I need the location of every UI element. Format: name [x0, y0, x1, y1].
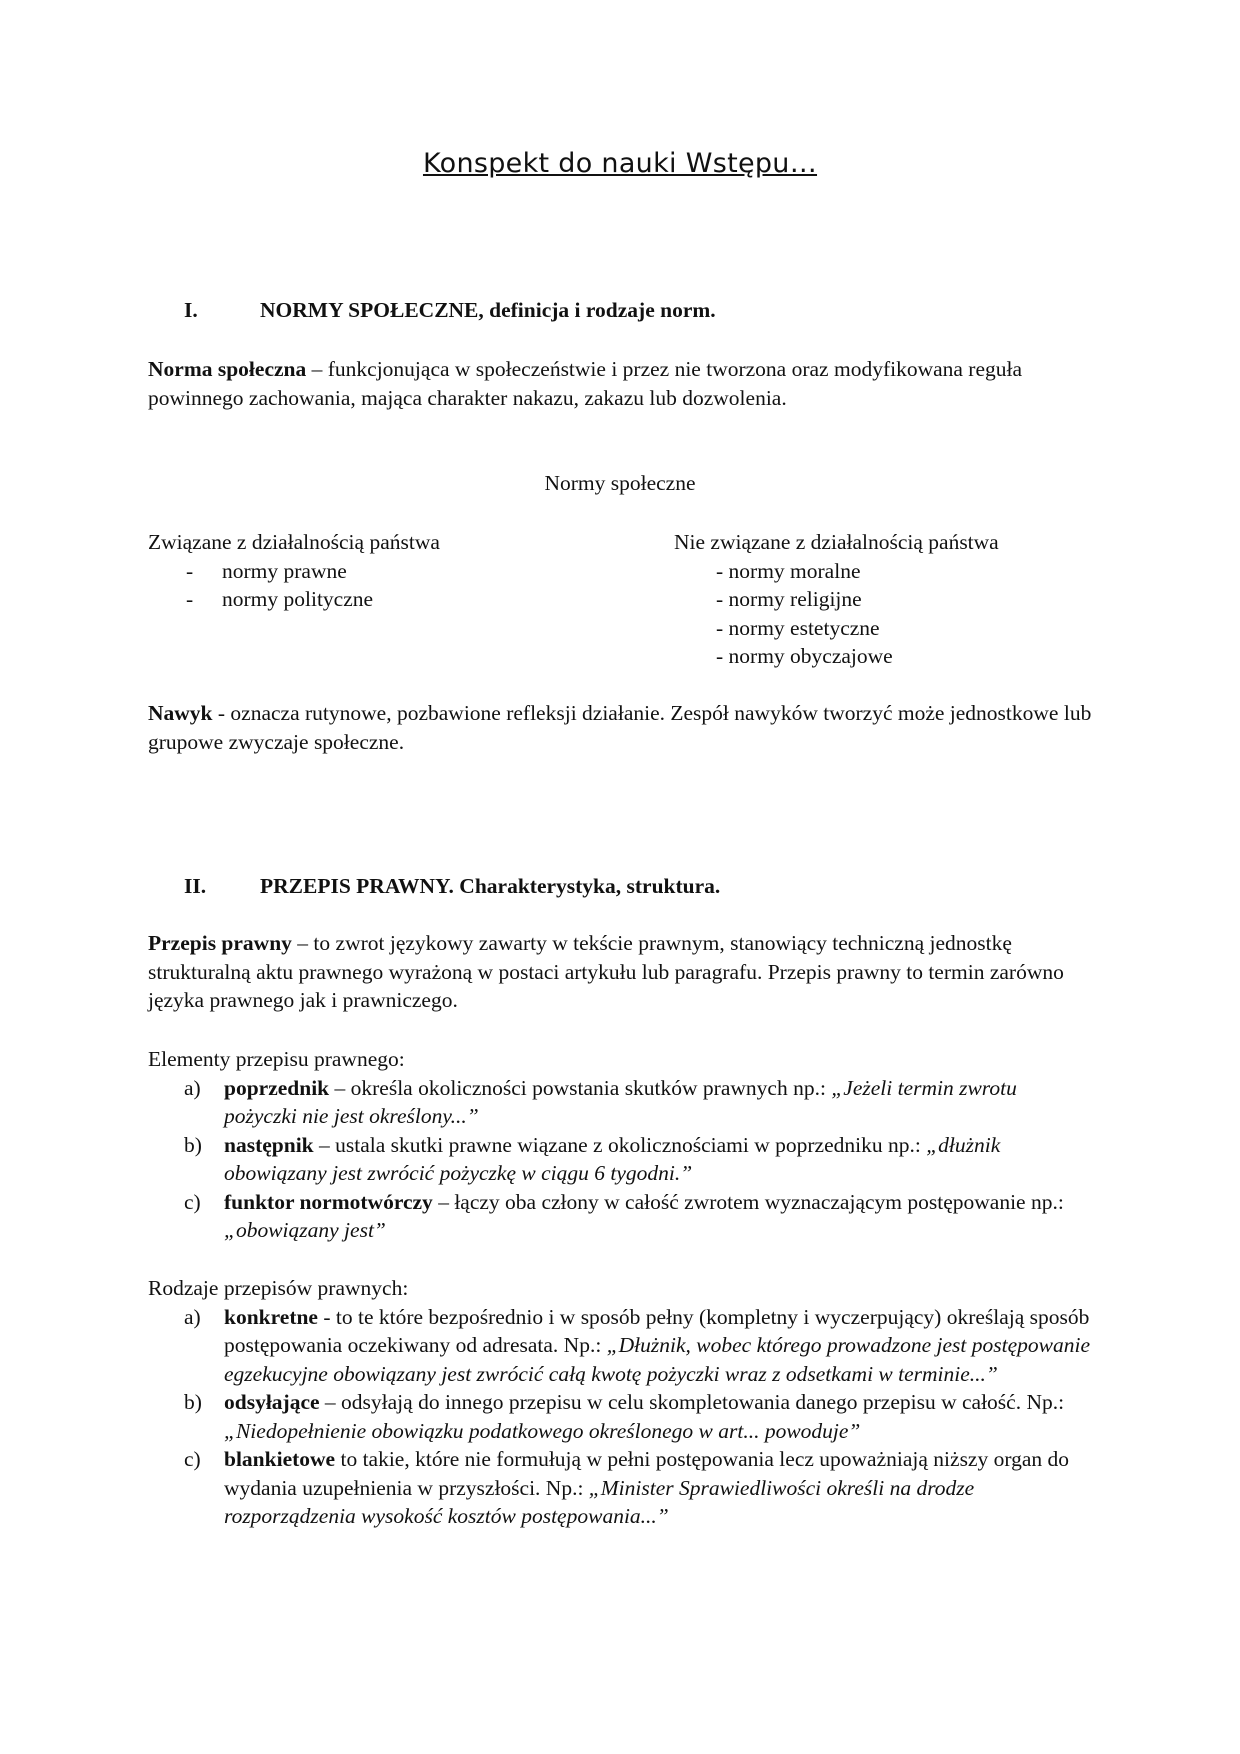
list-item: - normy moralne [716, 558, 861, 583]
przepis-text: – to zwrot językowy zawarty w tekście prawnym, stanowiący techniczną jednostkę strukturalną aktu prawnego wyrażoną w postaci artykułu lub paragrafu. Przepis prawny to termin zarówno języka prawnego jak i prawniczego. [148, 931, 1064, 1012]
types-list [148, 1274, 1093, 1531]
list-item: c) funktor normotwórczy – łączy oba człony w całość zwrotem wyznaczającym postępowanie np.: „obowiązany jest” [184, 1189, 1064, 1242]
norma-definition [148, 355, 1093, 412]
norma-text: – funkcjonująca w społeczeństwie i przez nie tworzona oraz modyfikowana reguła powinnego zachowania, mająca charakter nakazu, zakazu lub dozwolenia. [148, 357, 1023, 410]
section-1-heading [184, 298, 716, 323]
list-item: b) następnik – ustala skutki prawne wiązane z okolicznościami w poprzedniku np.: „dłużnik obowiązany jest zwrócić pożyczkę w ciągu 6 tygodni.” [184, 1132, 1001, 1185]
przepis-definition [148, 929, 1093, 1015]
list-item: - normy estetyczne [716, 615, 880, 640]
section-2-heading-text: PRZEPIS PRAWNY. Charakterystyka, struktura. [260, 874, 721, 898]
types-intro: Rodzaje przepisów prawnych: [148, 1276, 409, 1300]
non-state-column [674, 528, 1094, 671]
elements-intro: Elementy przepisu prawnego: [148, 1047, 405, 1071]
nawyk-term: Nawyk [148, 701, 213, 725]
list-item: a) konkretne - to te które bezpośrednio i w sposób pełny (kompletny i wyczerpujący) określają sposób postępowania oczekiwany od adresata. Np.: „Dłużnik, wobec którego prowadzone jest postępowanie egzekucyjne obowiązany jest zwrócić całą kwotę pożyczki wraz z odsetkami w terminie...” [184, 1304, 1090, 1386]
state-related-header: Związane z działalnością państwa [148, 530, 440, 554]
przepis-term: Przepis prawny [148, 931, 292, 955]
norma-term: Norma społeczna [148, 357, 307, 381]
diagram-title: Normy społeczne [544, 471, 696, 495]
section-1-heading-text: NORMY SPOŁECZNE, definicja i rodzaje norm. [260, 298, 716, 322]
nawyk-definition [148, 699, 1093, 756]
list-item: c) blankietowe to takie, które nie formułują w pełni postępowania lecz upoważniają niższy organ do wydania uzupełnienia w przyszłości. Np.: „Minister Sprawiedliwości określi na drodze rozporządzenia wysokość kosztów postępowania...” [184, 1447, 1070, 1528]
list-item: - normy obyczajowe [716, 644, 893, 668]
list-item: - normy polityczne [186, 587, 374, 611]
section-2-heading [184, 874, 720, 899]
nawyk-text: - oznacza rutynowe, pozbawione refleksji działanie. Zespół nawyków tworzyć może jednostkowe lub grupowe zwyczaje społeczne. [148, 701, 1092, 754]
list-item: b) odsyłające – odsyłają do innego przepisu w celu skompletowania danego przepisu w całość. Np.: „Niedopełnienie obowiązku podatkowego określonego w art... powoduje” [184, 1390, 1065, 1443]
list-item: - normy religijne [716, 587, 862, 611]
list-item: a) poprzednik – określa okoliczności powstania skutków prawnych np.: „Jeżeli termin zwrotu pożyczki nie jest określony...” [184, 1075, 1017, 1128]
non-state-header: Nie związane z działalnością państwa [674, 530, 999, 554]
elements-list [148, 1045, 1093, 1245]
section-1-number: I. [184, 298, 198, 322]
section-2-number: II. [184, 874, 207, 898]
state-related-column [148, 528, 668, 614]
document-title: Konspekt do nauki Wstępu… [422, 148, 818, 179]
list-item: - normy prawne [186, 558, 347, 583]
